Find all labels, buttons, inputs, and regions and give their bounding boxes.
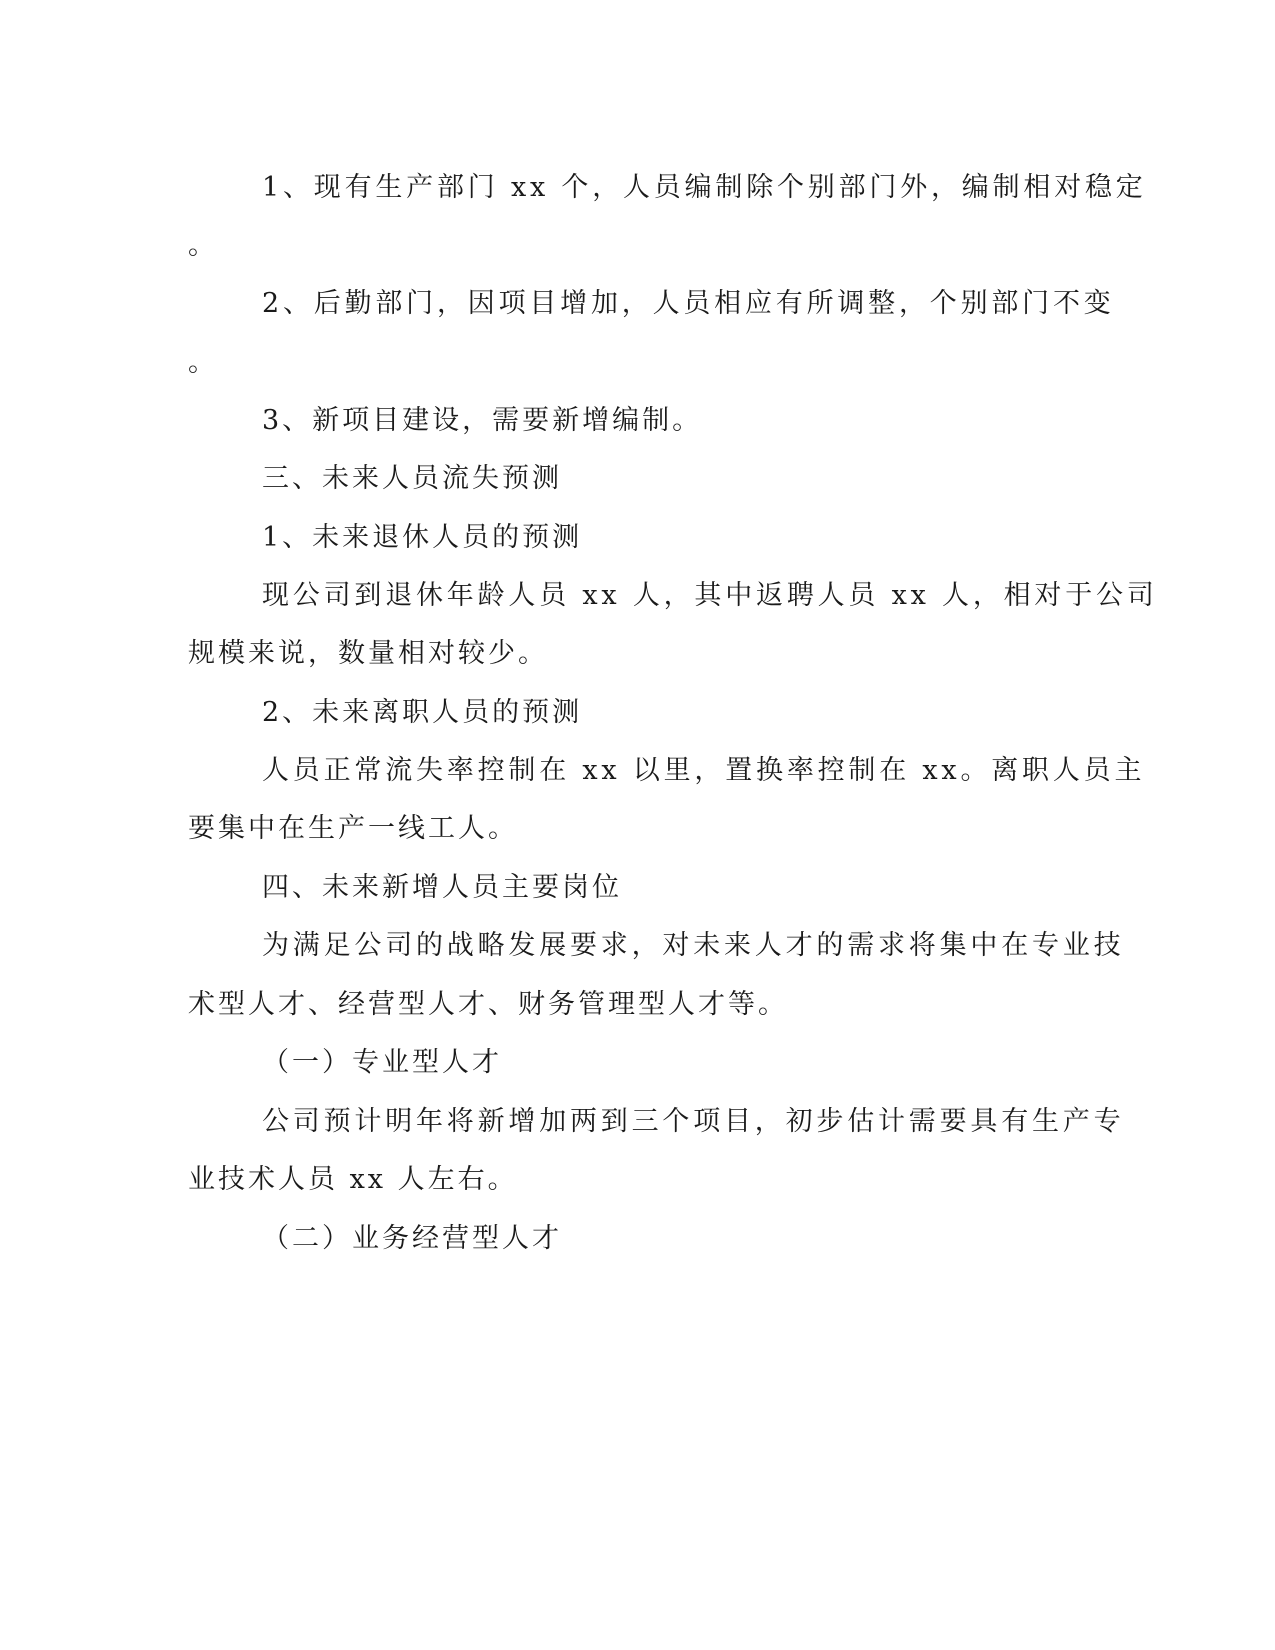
- subheading-retirement: 1、未来退休人员的预测: [262, 522, 583, 553]
- paragraph-line-3: 2、后勤部门，因项目增加，人员相应有所调整，个别部门不变: [262, 288, 1115, 319]
- section-heading-3: 三、未来人员流失预测: [262, 463, 562, 494]
- section-heading-4: 四、未来新增人员主要岗位: [262, 872, 622, 903]
- subheading-professional: （一）专业型人才: [262, 1047, 502, 1078]
- paragraph-line-14: 为满足公司的战略发展要求，对未来人才的需求将集中在专业技: [262, 930, 1125, 961]
- paragraph-line-12: 要集中在生产一线工人。: [188, 813, 518, 844]
- subheading-business: （二）业务经营型人才: [262, 1223, 562, 1254]
- paragraph-line-9: 规模来说，数量相对较少。: [188, 638, 548, 669]
- paragraph-line-2: 。: [188, 230, 218, 261]
- subheading-resignation: 2、未来离职人员的预测: [262, 697, 583, 728]
- paragraph-line-15: 术型人才、经营型人才、财务管理型人才等。: [188, 989, 788, 1020]
- paragraph-line-5: 3、新项目建设，需要新增编制。: [262, 405, 703, 436]
- paragraph-line-4: 。: [188, 347, 218, 378]
- paragraph-line-17: 公司预计明年将新增加两到三个项目，初步估计需要具有生产专: [262, 1106, 1125, 1137]
- paragraph-line-8: 现公司到退休年龄人员 xx 人，其中返聘人员 xx 人，相对于公司: [262, 580, 1158, 611]
- paragraph-line-18: 业技术人员 xx 人左右。: [188, 1164, 518, 1195]
- paragraph-line-1: 1、现有生产部门 xx 个，人员编制除个别部门外，编制相对稳定: [262, 172, 1147, 203]
- paragraph-line-11: 人员正常流失率控制在 xx 以里，置换率控制在 xx。离职人员主: [262, 755, 1146, 786]
